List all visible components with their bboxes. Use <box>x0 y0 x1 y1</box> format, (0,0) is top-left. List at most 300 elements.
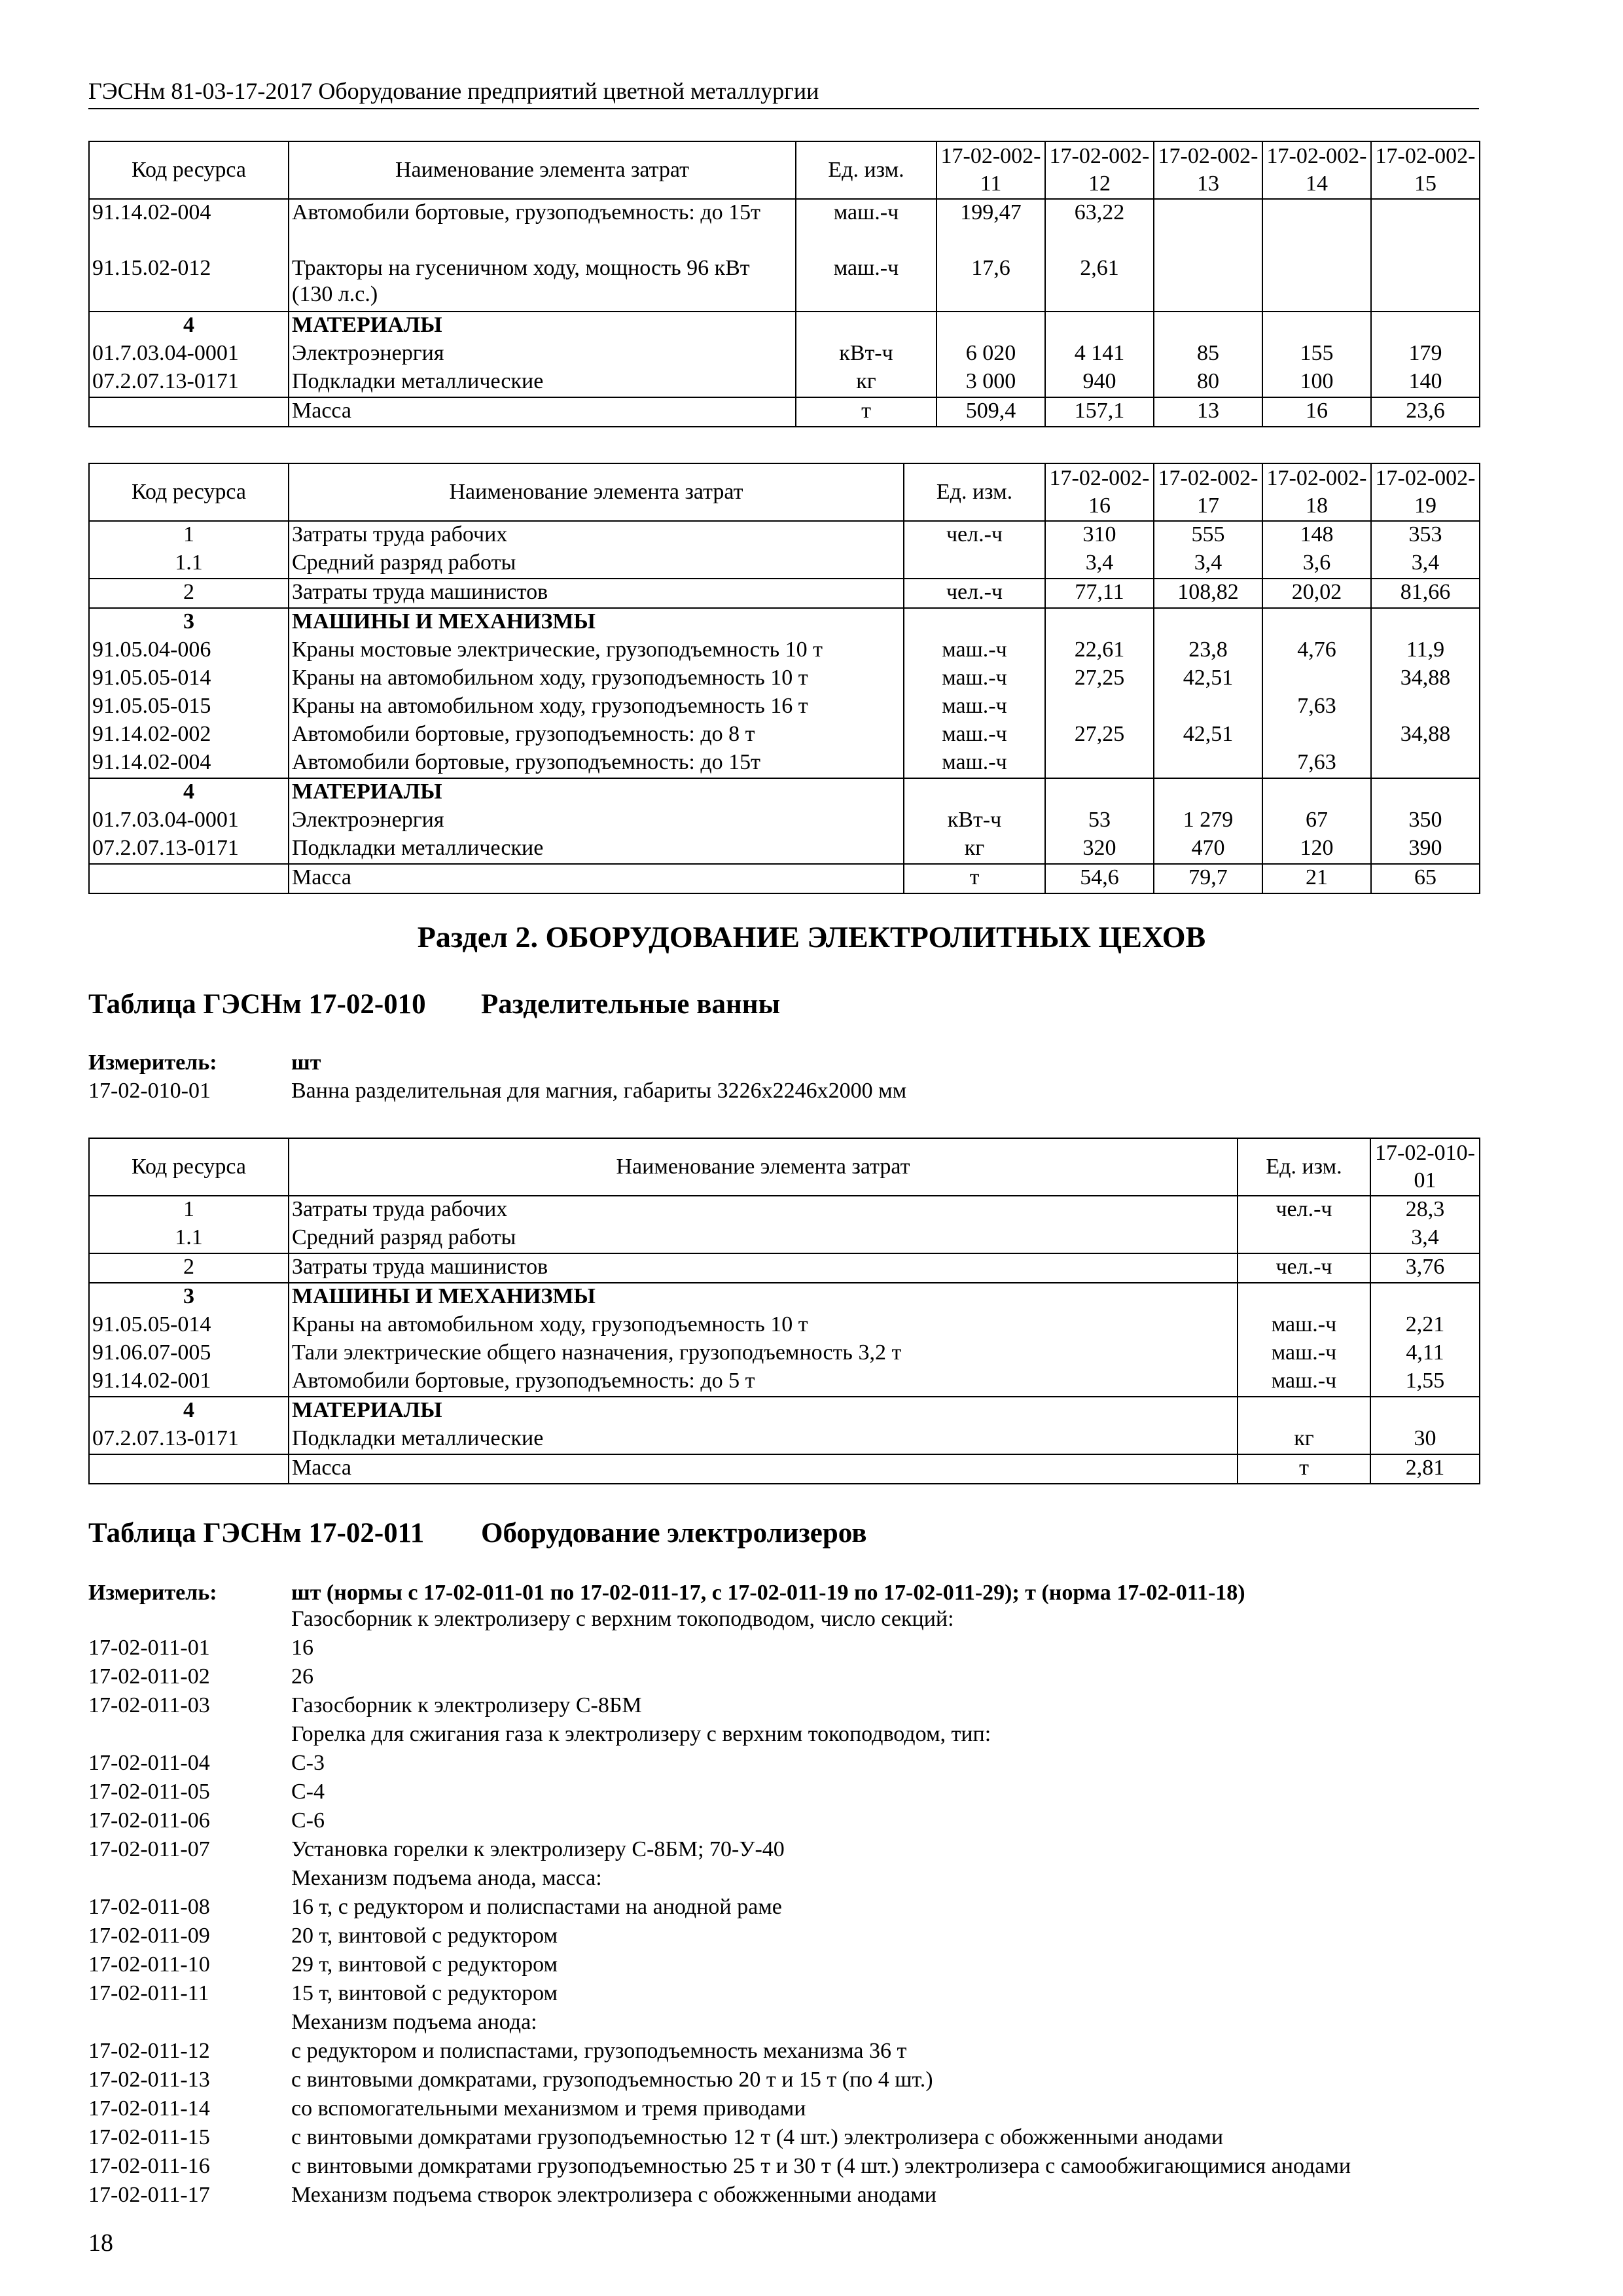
list-item <box>88 1806 1351 1835</box>
section-code: 4 <box>89 1397 289 1426</box>
cell-value: 34,88 <box>1371 665 1480 693</box>
list-item <box>88 2094 1351 2123</box>
resource-code <box>89 864 289 893</box>
cell-value: 65 <box>1371 864 1480 893</box>
table-caption-011 <box>88 1517 866 1549</box>
resource-table-010-01 <box>88 1138 1480 1484</box>
list-item <box>88 1634 1351 1662</box>
col-header-norm: 17-02-010-01 <box>1370 1138 1480 1196</box>
resource-unit: кВт-ч <box>796 340 936 368</box>
measure-value: шт (нормы с 17-02-011-01 по 17-02-011-17, с 17-02-011-19 по 17-02-011-29); т (норма 17-02-011-18) <box>291 1581 1245 1605</box>
resource-code: 07.2.07.13-0171 <box>89 835 289 864</box>
cell-value <box>1154 749 1262 778</box>
list-item <box>88 1979 1351 2008</box>
table-row <box>89 637 1480 665</box>
table-row-total <box>89 1454 1480 1484</box>
resource-name: Краны мостовые электрические, грузоподъемность 10 т <box>289 637 904 665</box>
item-code: 17-02-011-03 <box>88 1693 210 1717</box>
table-row <box>89 693 1480 721</box>
section-code: 4 <box>89 778 289 807</box>
cell-value: 353 <box>1371 521 1480 550</box>
item-code: 17-02-011-11 <box>88 1981 209 2005</box>
resource-code: 91.14.02-001 <box>89 1368 289 1397</box>
cell-value: 6 020 <box>936 340 1045 368</box>
col-header-unit: Ед. изм. <box>1238 1138 1370 1196</box>
resource-code: 01.7.03.04-0001 <box>89 340 289 368</box>
resource-code: 91.06.07-005 <box>89 1340 289 1368</box>
cell-value: 940 <box>1045 368 1154 397</box>
table-row <box>89 1397 1480 1426</box>
item-code: 17-02-011-07 <box>88 1837 210 1861</box>
item-code: 17-02-011-08 <box>88 1895 210 1919</box>
cell-value <box>1370 1397 1480 1426</box>
measure-label: Измеритель: <box>88 1050 217 1075</box>
resource-table-002-11-15 <box>88 141 1480 427</box>
cell-value: 509,4 <box>936 397 1045 427</box>
resource-code: 91.05.04-006 <box>89 637 289 665</box>
table-caption-number: Таблица ГЭСНм 17-02-010 <box>88 989 426 1020</box>
item-code: 17-02-011-13 <box>88 2068 210 2092</box>
table-row <box>89 340 1480 368</box>
item-description: Газосборник к электролизеру с верхним токоподводом, число секций: <box>291 1607 954 1631</box>
cell-value <box>1262 721 1371 749</box>
table-row <box>89 1253 1480 1283</box>
cell-value <box>1262 778 1371 807</box>
cell-value: 199,47 <box>936 199 1045 255</box>
cell-value: 3 000 <box>936 368 1045 397</box>
resource-unit: кг <box>1238 1426 1370 1454</box>
measure-value: шт <box>291 1050 321 1075</box>
item-code: 17-02-011-01 <box>88 1636 210 1660</box>
cell-value: 2,21 <box>1370 1312 1480 1340</box>
col-header-name: Наименование элемента затрат <box>289 463 904 521</box>
section-code: 3 <box>89 1283 289 1312</box>
resource-unit: маш.-ч <box>904 749 1045 778</box>
col-header-code: Код ресурса <box>89 141 289 199</box>
cell-value: 390 <box>1371 835 1480 864</box>
table-row <box>89 1426 1480 1454</box>
cell-value: 350 <box>1371 807 1480 835</box>
item-description: С-4 <box>291 1780 325 1804</box>
cell-value: 53 <box>1045 807 1154 835</box>
section-title: Раздел 2. ОБОРУДОВАНИЕ ЭЛЕКТРОЛИТНЫХ ЦЕХОВ <box>417 920 1206 954</box>
item-description: с винтовыми домкратами, грузоподъемностью 20 т и 15 т (по 4 шт.) <box>291 2068 933 2092</box>
cell-value <box>1262 199 1371 255</box>
cell-value <box>1154 199 1262 255</box>
table-row <box>89 1196 1480 1225</box>
cell-value: 3,4 <box>1045 550 1154 579</box>
cell-value: 79,7 <box>1154 864 1262 893</box>
cell-value: 20,02 <box>1262 579 1371 608</box>
resource-code: 91.05.05-014 <box>89 1312 289 1340</box>
resource-unit <box>904 778 1045 807</box>
cell-value <box>1154 778 1262 807</box>
cell-value: 13 <box>1154 397 1262 427</box>
section-code: 2 <box>89 1253 289 1283</box>
resource-unit: маш.-ч <box>904 721 1045 749</box>
resource-code: 91.05.05-014 <box>89 665 289 693</box>
table-row <box>89 1225 1480 1253</box>
resource-unit <box>904 608 1045 637</box>
cell-value: 155 <box>1262 340 1371 368</box>
cell-value: 320 <box>1045 835 1154 864</box>
resource-unit: кг <box>904 835 1045 864</box>
list-item <box>88 1835 1351 1864</box>
resource-name: Подкладки металлические <box>289 368 796 397</box>
cell-value <box>1045 749 1154 778</box>
resource-name: Подкладки металлические <box>289 835 904 864</box>
cell-value: 23,6 <box>1371 397 1480 427</box>
table-row <box>89 608 1480 637</box>
resource-name: Средний разряд работы <box>289 1225 1238 1253</box>
item-code: 17-02-011-09 <box>88 1924 210 1948</box>
list-item <box>88 1749 1351 1778</box>
item-description: Установка горелки к электролизеру С-8БМ; 70-У-40 <box>291 1837 785 1861</box>
resource-unit: т <box>796 397 936 427</box>
item-code: 17-02-010-01 <box>88 1079 211 1103</box>
cell-value: 310 <box>1045 521 1154 550</box>
item-description: со вспомогательными механизмом и тремя приводами <box>291 2096 806 2121</box>
item-code: 17-02-011-14 <box>88 2096 210 2121</box>
measure-label: Измеритель: <box>88 1581 217 1605</box>
col-header-name: Наименование элемента затрат <box>289 1138 1238 1196</box>
list-item <box>88 1950 1351 1979</box>
cell-value <box>1371 778 1480 807</box>
item-description: Ванна разделительная для магния, габариты 3226х2246х2000 мм <box>291 1079 907 1103</box>
col-header-norm: 17-02-002-15 <box>1371 141 1480 199</box>
table-row-total <box>89 864 1480 893</box>
cell-value: 42,51 <box>1154 721 1262 749</box>
resource-unit: маш.-ч <box>904 665 1045 693</box>
cell-value: 3,76 <box>1370 1253 1480 1283</box>
cell-value: 148 <box>1262 521 1371 550</box>
table-row <box>89 1312 1480 1340</box>
list-item <box>88 1691 1351 1720</box>
item-description: 16 <box>291 1636 313 1660</box>
list-item <box>88 1605 1351 1634</box>
cell-value <box>1262 312 1371 340</box>
cell-value: 3,4 <box>1370 1225 1480 1253</box>
cell-value <box>1371 255 1480 312</box>
resource-name: Краны на автомобильном ходу, грузоподъемность 10 т <box>289 665 904 693</box>
resource-name: Затраты труда машинистов <box>289 579 904 608</box>
resource-code: 91.14.02-002 <box>89 721 289 749</box>
resource-name: Подкладки металлические <box>289 1426 1238 1454</box>
col-header-code: Код ресурса <box>89 463 289 521</box>
resource-name: Автомобили бортовые, грузоподъемность: до 15т <box>289 199 796 255</box>
cell-value: 81,66 <box>1371 579 1480 608</box>
table-caption-number: Таблица ГЭСНм 17-02-011 <box>88 1518 425 1549</box>
item-description: С-3 <box>291 1751 325 1775</box>
resource-name: Электроэнергия <box>289 807 904 835</box>
resource-name: Тали электрические общего назначения, грузоподъемность 3,2 т <box>289 1340 1238 1368</box>
col-header-norm: 17-02-002-14 <box>1262 141 1371 199</box>
table-row <box>89 807 1480 835</box>
cell-value: 30 <box>1370 1426 1480 1454</box>
list-item <box>88 2008 1351 2037</box>
table-row <box>89 550 1480 579</box>
item-description: 26 <box>291 1664 313 1689</box>
resource-unit: чел.-ч <box>904 579 1045 608</box>
cell-value: 34,88 <box>1371 721 1480 749</box>
resource-unit: маш.-ч <box>904 693 1045 721</box>
cell-value <box>1154 693 1262 721</box>
cell-value: 42,51 <box>1154 665 1262 693</box>
section-code: 4 <box>89 312 289 340</box>
table-row <box>89 835 1480 864</box>
resource-name: Автомобили бортовые, грузоподъемность: до 8 т <box>289 721 904 749</box>
col-header-code: Код ресурса <box>89 1138 289 1196</box>
cell-value: 3,4 <box>1371 550 1480 579</box>
cell-value: 7,63 <box>1262 693 1371 721</box>
item-code: 17-02-011-15 <box>88 2125 210 2149</box>
cell-value: 23,8 <box>1154 637 1262 665</box>
resource-name: Затраты труда машинистов <box>289 1253 1238 1283</box>
cell-value: 1,55 <box>1370 1368 1480 1397</box>
cell-value <box>1371 199 1480 255</box>
cell-value <box>1045 608 1154 637</box>
cell-value: 80 <box>1154 368 1262 397</box>
item-description: Механизм подъема створок электролизера с обожженными анодами <box>291 2183 936 2207</box>
resource-unit: чел.-ч <box>1238 1196 1370 1225</box>
cell-value: 1 279 <box>1154 807 1262 835</box>
running-header: ГЭСНм 81-03-17-2017 Оборудование предприятий цветной металлургии <box>88 78 819 104</box>
section-name: МАШИНЫ И МЕХАНИЗМЫ <box>289 1283 1238 1312</box>
table-row <box>89 778 1480 807</box>
section-name: МАТЕРИАЛЫ <box>289 312 796 340</box>
resource-code: 91.15.02-012 <box>89 255 289 312</box>
header-rule <box>88 108 1479 109</box>
item-code: 17-02-011-02 <box>88 1664 210 1689</box>
norm-item-list <box>88 1605 1351 2210</box>
cell-value <box>1262 255 1371 312</box>
item-description: Газосборник к электролизеру С-8БМ <box>291 1693 642 1717</box>
list-item <box>88 2066 1351 2094</box>
cell-value <box>1371 749 1480 778</box>
item-description: с редуктором и полиспастами, грузоподъемность механизма 36 т <box>291 2039 907 2063</box>
resource-unit: маш.-ч <box>796 255 936 312</box>
section-name: МАТЕРИАЛЫ <box>289 778 904 807</box>
table-row <box>89 199 1480 255</box>
cell-value <box>1045 778 1154 807</box>
table-row <box>89 1283 1480 1312</box>
resource-unit: маш.-ч <box>1238 1312 1370 1340</box>
resource-name: Затраты труда рабочих <box>289 1196 1238 1225</box>
table-caption-title: Оборудование электролизеров <box>481 1518 867 1549</box>
item-description: с винтовыми домкратами грузоподъемностью 25 т и 30 т (4 шт.) электролизера с самообжигающимися анодами <box>291 2154 1351 2178</box>
list-item <box>88 1720 1351 1749</box>
item-description: Механизм подъема анода: <box>291 2010 537 2034</box>
resource-name: Средний разряд работы <box>289 550 904 579</box>
resource-name: Затраты труда рабочих <box>289 521 904 550</box>
cell-value: 2,61 <box>1045 255 1154 312</box>
resource-name: Масса <box>289 864 904 893</box>
cell-value: 179 <box>1371 340 1480 368</box>
resource-unit <box>1238 1283 1370 1312</box>
resource-unit <box>1238 1225 1370 1253</box>
cell-value <box>1045 693 1154 721</box>
resource-name: Масса <box>289 397 796 427</box>
table-row <box>89 1340 1480 1368</box>
table-row-total <box>89 397 1480 427</box>
resource-name: Тракторы на гусеничном ходу, мощность 96 кВт (130 л.с.) <box>289 255 796 312</box>
cell-value: 67 <box>1262 807 1371 835</box>
item-code: 17-02-011-16 <box>88 2154 210 2178</box>
item-description: С-6 <box>291 1808 325 1833</box>
table-row <box>89 521 1480 550</box>
cell-value <box>1370 1283 1480 1312</box>
cell-value: 77,11 <box>1045 579 1154 608</box>
section-code: 1 <box>89 1196 289 1225</box>
table-row <box>89 665 1480 693</box>
col-header-unit: Ед. изм. <box>904 463 1045 521</box>
resource-unit: т <box>904 864 1045 893</box>
cell-value: 100 <box>1262 368 1371 397</box>
col-header-norm: 17-02-002-19 <box>1371 463 1480 521</box>
cell-value <box>1371 693 1480 721</box>
item-code: 17-02-011-17 <box>88 2183 210 2207</box>
col-header-name: Наименование элемента затрат <box>289 141 796 199</box>
col-header-unit: Ед. изм. <box>796 141 936 199</box>
cell-value: 7,63 <box>1262 749 1371 778</box>
item-code: 17-02-011-12 <box>88 2039 210 2063</box>
resource-code: 07.2.07.13-0171 <box>89 368 289 397</box>
resource-name: Масса <box>289 1454 1238 1484</box>
resource-name: Автомобили бортовые, грузоподъемность: до 15т <box>289 749 904 778</box>
resource-unit: чел.-ч <box>904 521 1045 550</box>
resource-code: 91.14.02-004 <box>89 749 289 778</box>
col-header-norm: 17-02-002-18 <box>1262 463 1371 521</box>
cell-value: 108,82 <box>1154 579 1262 608</box>
cell-value: 11,9 <box>1371 637 1480 665</box>
cell-value <box>1371 608 1480 637</box>
col-header-norm: 17-02-002-17 <box>1154 463 1262 521</box>
resource-unit: маш.-ч <box>1238 1340 1370 1368</box>
cell-value: 27,25 <box>1045 665 1154 693</box>
cell-value: 27,25 <box>1045 721 1154 749</box>
cell-value: 4,11 <box>1370 1340 1480 1368</box>
cell-value: 2,81 <box>1370 1454 1480 1484</box>
table-row <box>89 312 1480 340</box>
section-code: 3 <box>89 608 289 637</box>
list-item <box>88 2037 1351 2066</box>
cell-value: 17,6 <box>936 255 1045 312</box>
list-item <box>88 1922 1351 1950</box>
cell-value <box>1154 608 1262 637</box>
cell-value: 3,4 <box>1154 550 1262 579</box>
cell-value <box>1371 312 1480 340</box>
resource-code: 91.05.05-015 <box>89 693 289 721</box>
item-description: Горелка для сжигания газа к электролизеру с верхним токоподводом, тип: <box>291 1722 991 1746</box>
section-code: 1 <box>89 521 289 550</box>
section-code: 1.1 <box>89 1225 289 1253</box>
table-row <box>89 749 1480 778</box>
cell-value <box>1262 608 1371 637</box>
cell-value: 555 <box>1154 521 1262 550</box>
cell-value: 21 <box>1262 864 1371 893</box>
section-name: МАШИНЫ И МЕХАНИЗМЫ <box>289 608 904 637</box>
cell-value: 4 141 <box>1045 340 1154 368</box>
list-item <box>88 1893 1351 1922</box>
resource-table-002-16-19 <box>88 463 1480 894</box>
resource-unit <box>796 312 936 340</box>
item-description: 20 т, винтовой с редуктором <box>291 1924 558 1948</box>
item-description: 16 т, с редуктором и полиспастами на анодной раме <box>291 1895 782 1919</box>
resource-unit <box>1238 1397 1370 1426</box>
resource-unit: кг <box>796 368 936 397</box>
resource-name: Краны на автомобильном ходу, грузоподъемность 10 т <box>289 1312 1238 1340</box>
page-number: 18 <box>88 2229 113 2257</box>
table-caption-title: Разделительные ванны <box>481 989 781 1020</box>
cell-value <box>1154 255 1262 312</box>
table-row <box>89 255 1480 312</box>
resource-unit <box>904 550 1045 579</box>
section-code: 2 <box>89 579 289 608</box>
resource-unit: маш.-ч <box>904 637 1045 665</box>
resource-code: 07.2.07.13-0171 <box>89 1426 289 1454</box>
item-code: 17-02-011-06 <box>88 1808 210 1833</box>
resource-code: 01.7.03.04-0001 <box>89 807 289 835</box>
cell-value: 470 <box>1154 835 1262 864</box>
cell-value: 54,6 <box>1045 864 1154 893</box>
cell-value: 120 <box>1262 835 1371 864</box>
resource-unit: маш.-ч <box>796 199 936 255</box>
col-header-norm: 17-02-002-13 <box>1154 141 1262 199</box>
item-description: Механизм подъема анода, масса: <box>291 1866 602 1890</box>
list-item <box>88 1864 1351 1893</box>
resource-code: 91.14.02-004 <box>89 199 289 255</box>
resource-code <box>89 1454 289 1484</box>
cell-value: 28,3 <box>1370 1196 1480 1225</box>
cell-value <box>936 312 1045 340</box>
cell-value <box>1154 312 1262 340</box>
col-header-norm: 17-02-002-16 <box>1045 463 1154 521</box>
cell-value: 3,6 <box>1262 550 1371 579</box>
col-header-norm: 17-02-002-12 <box>1045 141 1154 199</box>
section-name: МАТЕРИАЛЫ <box>289 1397 1238 1426</box>
col-header-norm: 17-02-002-11 <box>936 141 1045 199</box>
table-row <box>89 579 1480 608</box>
list-item <box>88 2181 1351 2210</box>
cell-value: 85 <box>1154 340 1262 368</box>
cell-value: 22,61 <box>1045 637 1154 665</box>
resource-name: Автомобили бортовые, грузоподъемность: до 5 т <box>289 1368 1238 1397</box>
resource-name: Электроэнергия <box>289 340 796 368</box>
cell-value <box>1045 312 1154 340</box>
list-item <box>88 2123 1351 2152</box>
item-description: 29 т, винтовой с редуктором <box>291 1952 558 1977</box>
item-description: 15 т, винтовой с редуктором <box>291 1981 558 2005</box>
table-caption-010 <box>88 988 780 1020</box>
cell-value: 157,1 <box>1045 397 1154 427</box>
resource-code <box>89 397 289 427</box>
resource-name: Краны на автомобильном ходу, грузоподъемность 16 т <box>289 693 904 721</box>
resource-unit: чел.-ч <box>1238 1253 1370 1283</box>
cell-value <box>1262 665 1371 693</box>
cell-value: 4,76 <box>1262 637 1371 665</box>
table-row <box>89 1368 1480 1397</box>
item-code: 17-02-011-10 <box>88 1952 210 1977</box>
cell-value: 140 <box>1371 368 1480 397</box>
item-code: 17-02-011-04 <box>88 1751 210 1775</box>
table-row <box>89 368 1480 397</box>
section-code: 1.1 <box>89 550 289 579</box>
resource-unit: маш.-ч <box>1238 1368 1370 1397</box>
cell-value: 16 <box>1262 397 1371 427</box>
item-description: с винтовыми домкратами грузоподъемностью 12 т (4 шт.) электролизера с обожженными анодами <box>291 2125 1224 2149</box>
cell-value: 63,22 <box>1045 199 1154 255</box>
resource-unit: кВт-ч <box>904 807 1045 835</box>
